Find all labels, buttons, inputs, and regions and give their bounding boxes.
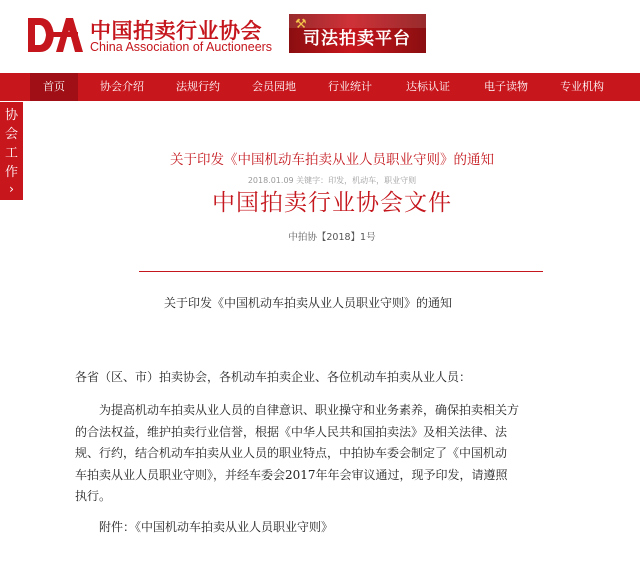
main-nav bbox=[0, 73, 640, 101]
side-tab-char: 会 bbox=[4, 127, 18, 142]
side-tab-char: 协 bbox=[4, 108, 18, 123]
paragraph-line: 为提高机动车拍卖从业人员的自律意识、职业操守和业务素养，确保拍卖相关方 bbox=[75, 403, 520, 417]
org-name-en[interactable]: China Association of Auctioneers bbox=[90, 40, 273, 54]
article-content bbox=[24, 104, 640, 570]
salutation: 各省（区、市）拍卖协会，各机动车拍卖企业、各位机动车拍卖从业人员： bbox=[75, 370, 472, 384]
nav-item-members[interactable]: 会员园地 bbox=[252, 80, 296, 93]
document-heading: 中国拍卖行业协会文件 bbox=[212, 190, 452, 216]
notice-paragraph bbox=[75, 400, 630, 508]
org-name-cn[interactable]: 中国拍卖行业协会 bbox=[90, 19, 262, 43]
gavel-icon: ⚒ bbox=[295, 17, 307, 32]
article-meta: 2018.01.09 关键字：印发，机动车，职业守则 bbox=[247, 176, 417, 185]
nav-item-regulations[interactable]: 法规行约 bbox=[176, 80, 220, 93]
site-header bbox=[0, 0, 640, 72]
nav-item-certification[interactable]: 达标认证 bbox=[406, 80, 450, 93]
paragraph-line: 执行。 bbox=[75, 489, 112, 503]
paragraph-line: 车拍卖从业人员职业守则》，并经车委会2017年年会审议通过，现予印发，请遵照 bbox=[75, 467, 508, 482]
notice-subtitle: 关于印发《中国机动车拍卖从业人员职业守则》的通知 bbox=[164, 296, 453, 310]
nav-item-statistics[interactable]: 行业统计 bbox=[328, 80, 372, 93]
nav-item-home[interactable]: 首页 bbox=[30, 73, 78, 101]
chevron-right-icon: › bbox=[9, 182, 14, 196]
association-work-tab[interactable] bbox=[0, 102, 23, 200]
nav-item-institutions[interactable]: 专业机构 bbox=[560, 80, 604, 93]
article-title: 关于印发《中国机动车拍卖从业人员职业守则》的通知 bbox=[170, 152, 494, 168]
attachment-line: 附件：《中国机动车拍卖从业人员职业守则》 bbox=[75, 520, 334, 534]
side-tab-char: 工 bbox=[4, 146, 18, 161]
document-number: 中拍协【2018】1号 bbox=[288, 232, 376, 243]
paragraph-line: 规、行约，结合机动车拍卖从业人员的职业特点，中拍协车委会制定了《中国机动 bbox=[75, 446, 508, 460]
nav-item-e-reading[interactable]: 电子读物 bbox=[484, 80, 528, 93]
paragraph-line: 的合法权益，维护拍卖行业信誉，根据《中华人民共和国拍卖法》及相关法律、法 bbox=[75, 424, 508, 439]
side-tab-char: 作 bbox=[4, 165, 18, 180]
judicial-auction-banner[interactable] bbox=[289, 14, 426, 53]
nav-item-about[interactable]: 协会介绍 bbox=[100, 80, 144, 93]
banner-label: 司法拍卖平台 bbox=[303, 29, 411, 49]
association-logo-icon[interactable] bbox=[26, 14, 84, 56]
red-divider bbox=[139, 271, 543, 272]
